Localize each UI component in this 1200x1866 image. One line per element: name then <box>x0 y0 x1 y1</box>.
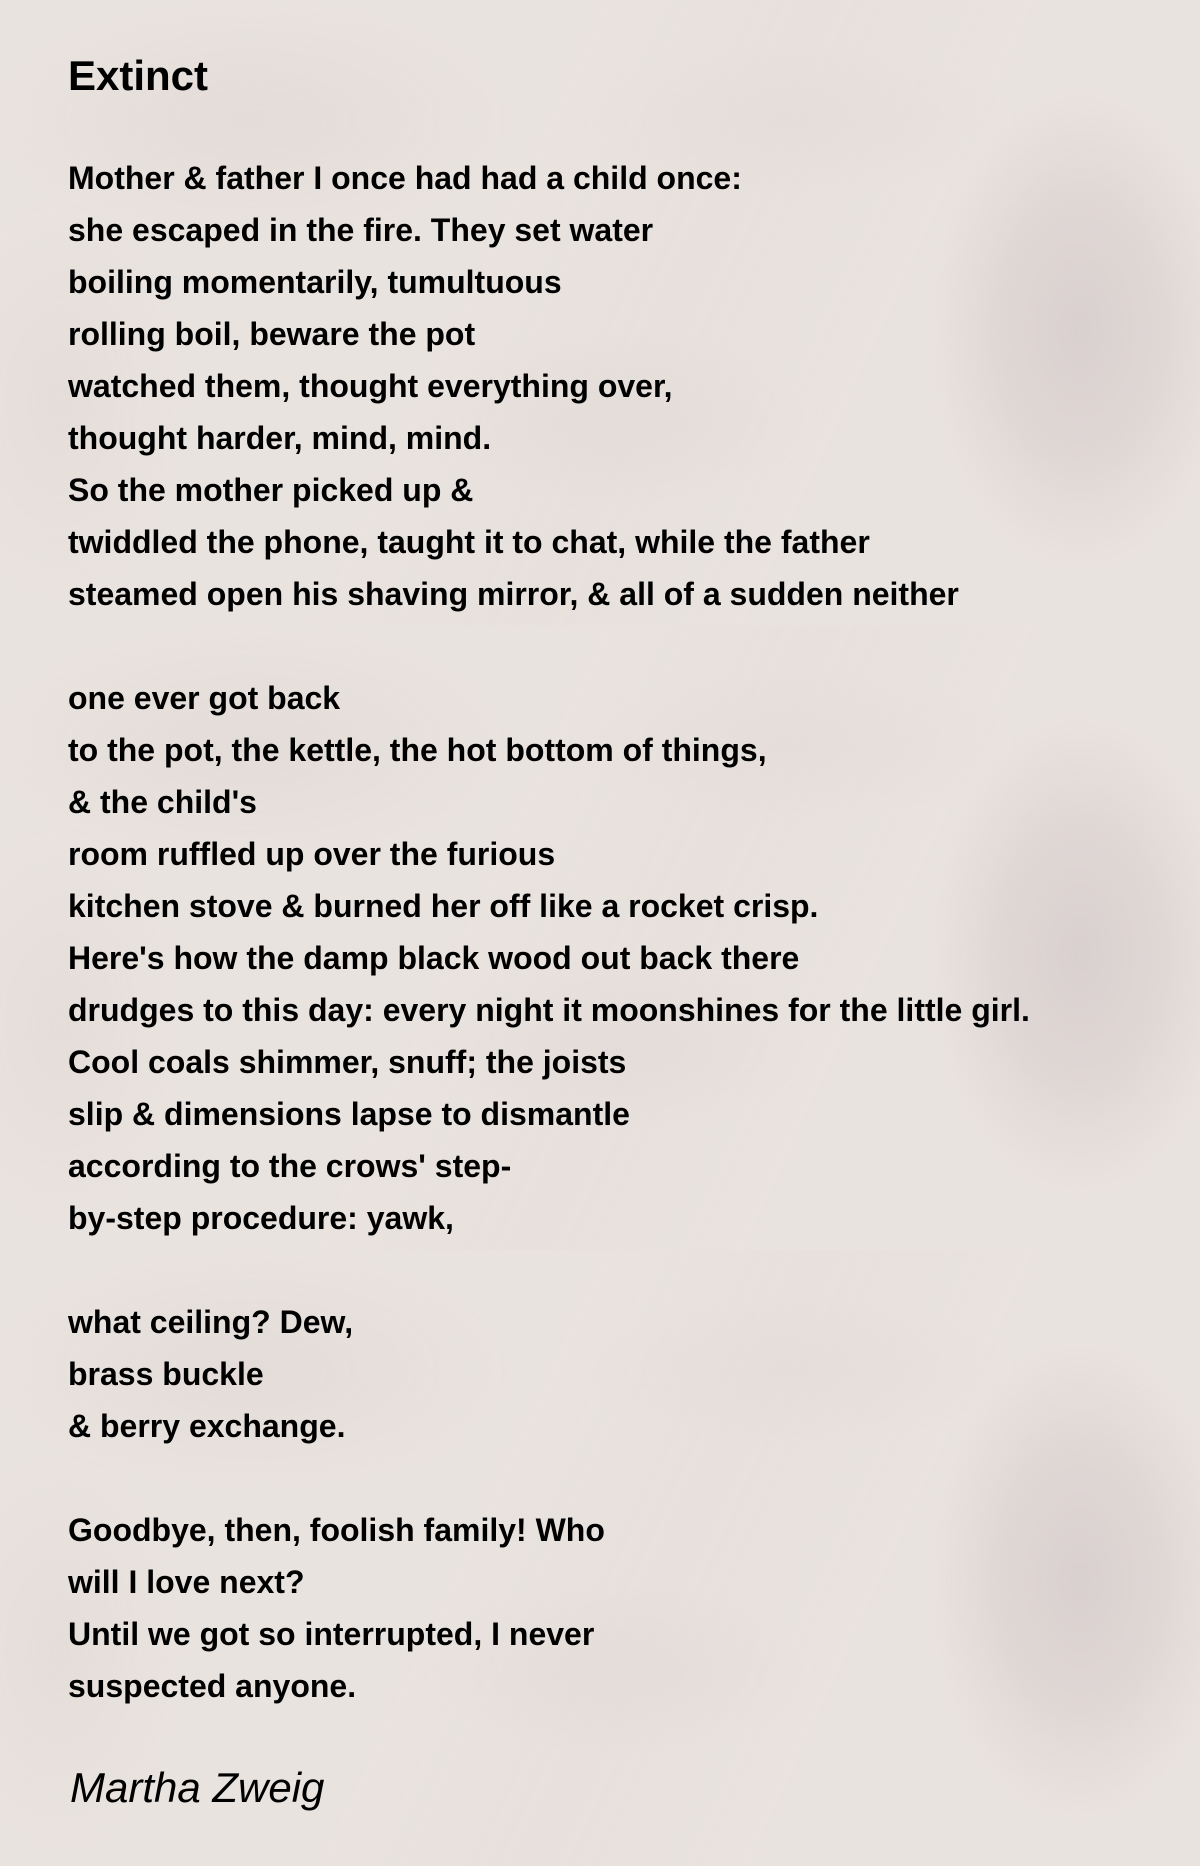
poem-line: Here's how the damp black wood out back there <box>68 940 800 976</box>
poem-line: boiling momentarily, tumultuous <box>68 264 562 300</box>
poem-line: to the pot, the kettle, the hot bottom of things, <box>68 732 767 768</box>
poem-author: Martha Zweig <box>70 1764 325 1811</box>
stanza-1 <box>68 152 1030 620</box>
stanza-3 <box>68 1296 1030 1452</box>
poem-line: according to the crows' step- <box>68 1148 512 1184</box>
poem-line: Until we got so interrupted, I never <box>68 1616 595 1652</box>
poem-body <box>68 152 1030 1712</box>
poem-line: brass buckle <box>68 1356 264 1392</box>
stanza-break <box>68 1452 1030 1504</box>
poem-line: twiddled the phone, taught it to chat, while the father <box>68 524 870 560</box>
poem-line: Mother & father I once had had a child once: <box>68 160 742 196</box>
poem-line: & berry exchange. <box>68 1408 346 1444</box>
poem-line: Cool coals shimmer, snuff; the joists <box>68 1044 627 1080</box>
poem-line: steamed open his shaving mirror, & all of a sudden neither <box>68 576 959 612</box>
poem-line: slip & dimensions lapse to dismantle <box>68 1096 630 1132</box>
stanza-2 <box>68 672 1030 1244</box>
poem-title: Extinct <box>68 52 209 99</box>
poem-line: kitchen stove & burned her off like a rocket crisp. <box>68 888 819 924</box>
poem-line: suspected anyone. <box>68 1668 357 1704</box>
poem-line: drudges to this day: every night it moonshines for the little girl. <box>68 992 1030 1028</box>
poem-line: watched them, thought everything over, <box>68 368 673 404</box>
poem-line: Goodbye, then, foolish family! Who <box>68 1512 605 1548</box>
stanza-break <box>68 1244 1030 1296</box>
poem-line: by-step procedure: yawk, <box>68 1200 454 1236</box>
poem-line: she escaped in the fire. They set water <box>68 212 654 248</box>
poem-line: So the mother picked up & <box>68 472 474 508</box>
poem-line: one ever got back <box>68 680 341 716</box>
poem-line: room ruffled up over the furious <box>68 836 556 872</box>
poem-line: rolling boil, beware the pot <box>68 316 476 352</box>
stanza-4 <box>68 1504 1030 1712</box>
poem-line: will I love next? <box>68 1564 305 1600</box>
poem-line: what ceiling? Dew, <box>68 1304 354 1340</box>
poem-line: & the child's <box>68 784 257 820</box>
stanza-break <box>68 620 1030 672</box>
poem-line: thought harder, mind, mind. <box>68 420 492 456</box>
